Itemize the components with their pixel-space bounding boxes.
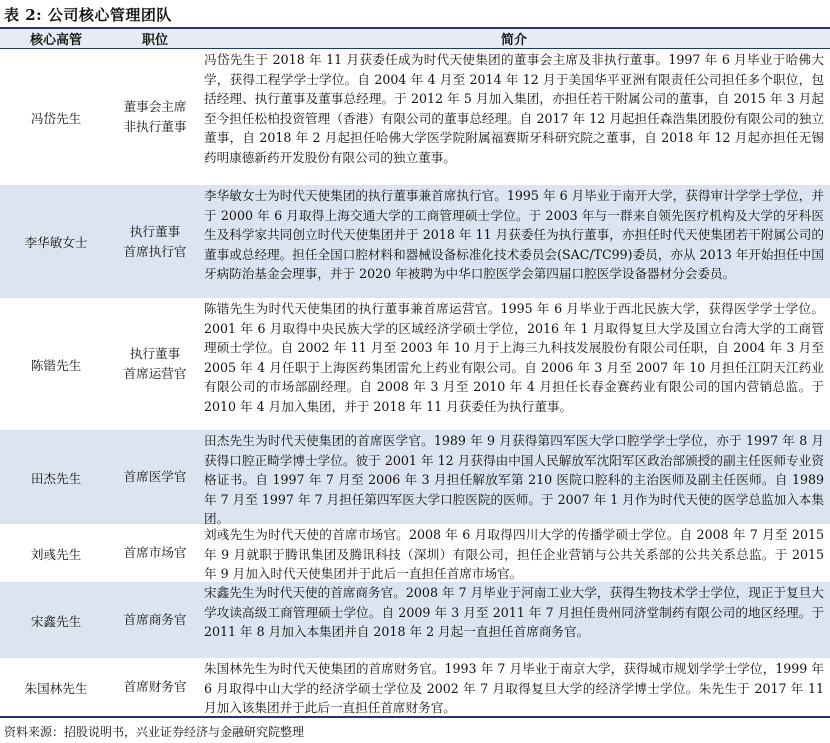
- table-header: [0, 29, 830, 49]
- exec-role: 执行董事 首席执行官: [123, 223, 187, 259]
- header-name: 核心高管: [29, 33, 82, 48]
- table-caption: 表 2: 公司核心管理团队: [4, 6, 172, 24]
- table-row: [0, 658, 830, 716]
- exec-name: 李华敏女士: [24, 235, 88, 250]
- bottom-rule: [0, 716, 830, 718]
- exec-name: 陈锴先生: [30, 357, 82, 373]
- exec-bio: 刘彧先生为时代天使的首席市场官。2008 年 6 月取得四川大学的传播学硕士学位。自 2008 年 7 月至 2015 年 9 月就职于腾讯集团及腾讯科技（深圳）有限公司，担任企业营销与公共关系部的公共关系总监。于 2015 年 9 月加入时代天使集团并于此后一直担任首席市场官。: [204, 527, 824, 582]
- exec-role: 首席医学官: [123, 469, 187, 484]
- exec-name: 田杰先生: [30, 470, 82, 486]
- table-row: [0, 524, 830, 582]
- exec-bio: 陈锴先生为时代天使集团的执行董事兼首席运营官。1995 年 6 月毕业于西北民族大学，获得医学学士学位。2001 年 6 月取得中央民族大学的区域经济学硕士学位，2016 年 1 月取得复旦大学及国立台湾大学的工商管理硕士学位。自 2002 年 11 月至 2003 年 10 月于上海三九科技发展股份有限公司任职，自 2004 年 3 月至 2005 年 4 月任职于上海医药集团雷允上药业有限公司。自 2006 年 3 月至 2007 年 10 月担任江阴天江药业有限公司的市场部副经理。自 2008 年 3 月至 2010 年 4 月担任长春金赛药业有限公司的国内营销总监。于 2010 年 4 月加入集团，并于 2018 年 11 月获委任为执行董事。: [204, 301, 824, 414]
- exec-bio: 宋鑫先生为时代天使的首席商务官。2008 年 7 月毕业于河南工业大学，获得生物技术学士学位，现正于复旦大学攻读高级工商管理硕士学位。自 2009 年 3 月至 2011 年 7 月担任贵州同济堂制药有限公司的地区经理。于 2011 年 8 月加入本集团并自 2018 年 2 月起一直担任首席商务官。: [204, 585, 824, 640]
- exec-role: 董事会主席 非执行董事: [123, 99, 187, 134]
- exec-bio: 冯岱先生于 2018 年 11 月获委任成为时代天使集团的董事会主席及非执行董事。1997 年 6 月毕业于哈佛大学，获得工程学学士学位。自 2004 年 4 月至 2014 年 12 月于美国华平亚洲有限责任公司担任多个职位，包括经理、执行董事及董事总经理。于 2012 年 5 月加入集团，亦担任若干附属公司的董事，自 2015 年 3 月起至今担任松柏投资管理（香港）有限公司的董事总经理。自 2017 年 12 月起担任森浩集团股份有限公司的独立董事，自 2018 年 2 月起担任哈佛大学医学院附属福赛斯牙科研究院之董事，自 2018 年 12 月起亦担任无锡药明康德新药开发股份有限公司的独立董事。: [204, 52, 824, 165]
- exec-bio: 李华敏女士为时代天使集团的执行董事兼首席执行官。1995 年 6 月毕业于南开大学，获得审计学学士学位，并于 2000 年 6 月取得上海交通大学的工商管理硕士学位。于 2003 年与一群来自领先医疗机构及大学的牙科医生及科学家共同创立时代天使集团并于 2018 年 11 月获委任为执行董事，亦担任时代天使集团若干附属公司的董事或总经理。担任全国口腔材料和器械设备标准化技术委员会(SAC/TC99)委员，亦从 2013 年开始担任中国牙病防治基金会理事，并于 2020 年被聘为中华口腔医学会第四届口腔医学设备器材分会委员。: [204, 188, 824, 282]
- table-row: [0, 582, 830, 658]
- management-table: [0, 29, 830, 716]
- exec-name: 冯岱先生: [30, 110, 82, 126]
- table-row: [0, 298, 830, 430]
- header-bio: 简介: [500, 33, 527, 48]
- exec-name: 刘彧先生: [30, 546, 82, 562]
- table-row: [0, 185, 830, 298]
- exec-role: 执行董事 首席运营官: [123, 346, 187, 381]
- exec-name: 宋鑫先生: [30, 613, 82, 629]
- exec-bio: 田杰先生为时代天使集团的首席医学官。1989 年 9 月获得第四军医大学口腔学学士学位，亦于 1997 年 8 月获得口腔正畸学博士学位。彼于 2001 年 12 月获得由中国人民解放军沈阳军区政治部颁授的副主任医师专业资格证书。自 1997 年 7 月至 2006 年 3 月担任解放军第 210 医院口腔科的主治医师及副主任医师。自 1989 年 7 月至 1997 年 7 月担任第四军医大学口腔医院的医师。于 2007 年 1 月作为时代天使的医学总监加入本集团。: [204, 433, 824, 527]
- source-note: 资料来源：招股说明书，兴业证券经济与金融研究院整理: [4, 725, 305, 739]
- exec-role: 首席市场官: [123, 545, 187, 560]
- exec-role: 首席商务官: [123, 612, 187, 627]
- header-role: 职位: [141, 33, 168, 48]
- exec-bio: 朱国林先生为时代天使集团的首席财务官。1993 年 7 月毕业于南京大学，获得城市规划学学士学位，1999 年 6 月取得中山大学的经济学硕士学位及 2002 年 7 月取得复旦大学的经济学博士学位。朱先生于 2017 年 11 月加入该集团并于此后一直担任首席财务官。: [204, 661, 824, 716]
- table-row: [0, 430, 830, 527]
- exec-name: 朱国林先生: [24, 680, 88, 696]
- exec-role: 首席财务官: [123, 679, 187, 694]
- table-row: [0, 49, 830, 185]
